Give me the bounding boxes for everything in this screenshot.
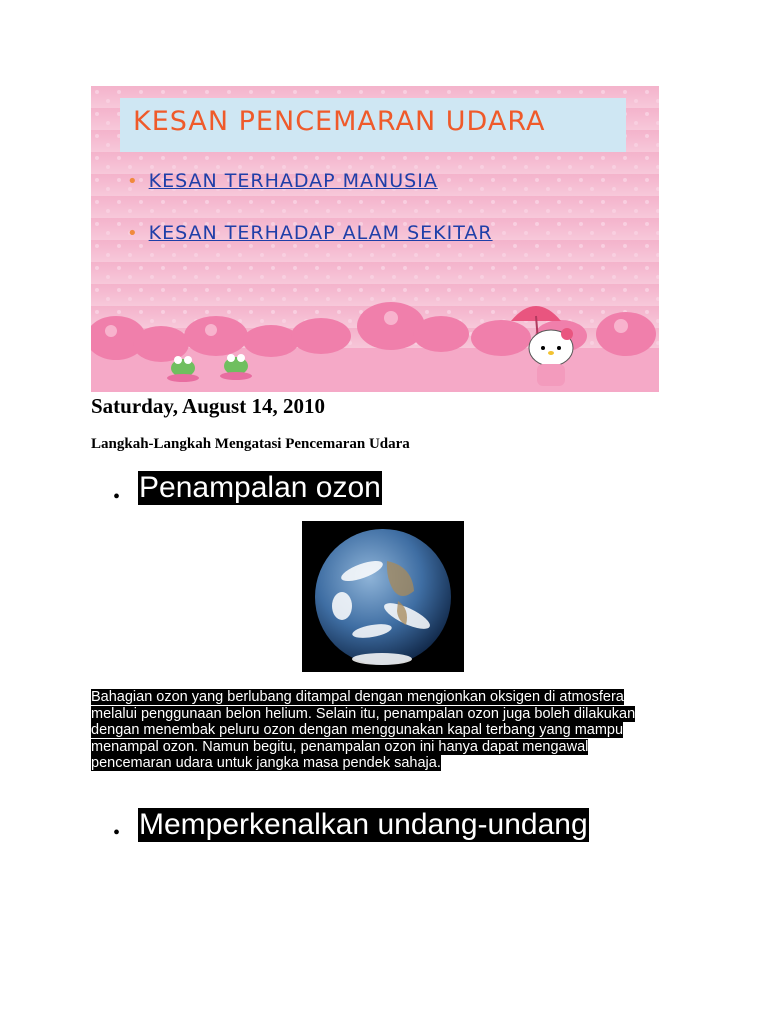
banner-item-label: KESAN TERHADAP ALAM SEKITAR (148, 222, 493, 244)
earth-image (302, 521, 464, 672)
earth-icon (302, 521, 464, 672)
banner-title: KESAN PENCEMARAN UDARA (133, 106, 546, 137)
section-heading-penampalan-ozon: Penampalan ozon (139, 471, 381, 504)
post-date: Saturday, August 14, 2010 (91, 394, 325, 418)
paragraph-line: dengan menembak peluru ozon dengan menggunakan kapal terbang yang mampu (91, 722, 624, 738)
bullet-dot: • (127, 223, 139, 244)
bullet-dot: • (127, 171, 139, 192)
banner-item-manusia (127, 170, 438, 192)
section-heading-undang-undang: Memperkenalkan undang-undang (139, 808, 588, 841)
post-title: Langkah-Langkah Mengatasi Pencemaran Udara (91, 436, 410, 452)
paragraph-line: Bahagian ozon yang berlubang ditampal dengan mengionkan oksigen di atmosfera (91, 689, 624, 705)
paragraph-penampalan-ozon (91, 689, 681, 772)
paragraph-line: pencemaran udara untuk jangka masa pendek sahaja. (91, 755, 441, 771)
section-bullet: • (113, 822, 121, 844)
banner-item-label: KESAN TERHADAP MANUSIA (148, 170, 438, 192)
banner-image (91, 86, 659, 392)
section-bullet: • (113, 486, 121, 508)
banner-item-alam-sekitar (127, 222, 493, 244)
paragraph-line: melalui penggunaan belon helium. Selain itu, penampalan ozon juga boleh dilakukan (91, 705, 636, 722)
paragraph-line: menampal ozon. Namun begitu, penampalan ozon ini hanya dapat mengawal (91, 738, 589, 755)
